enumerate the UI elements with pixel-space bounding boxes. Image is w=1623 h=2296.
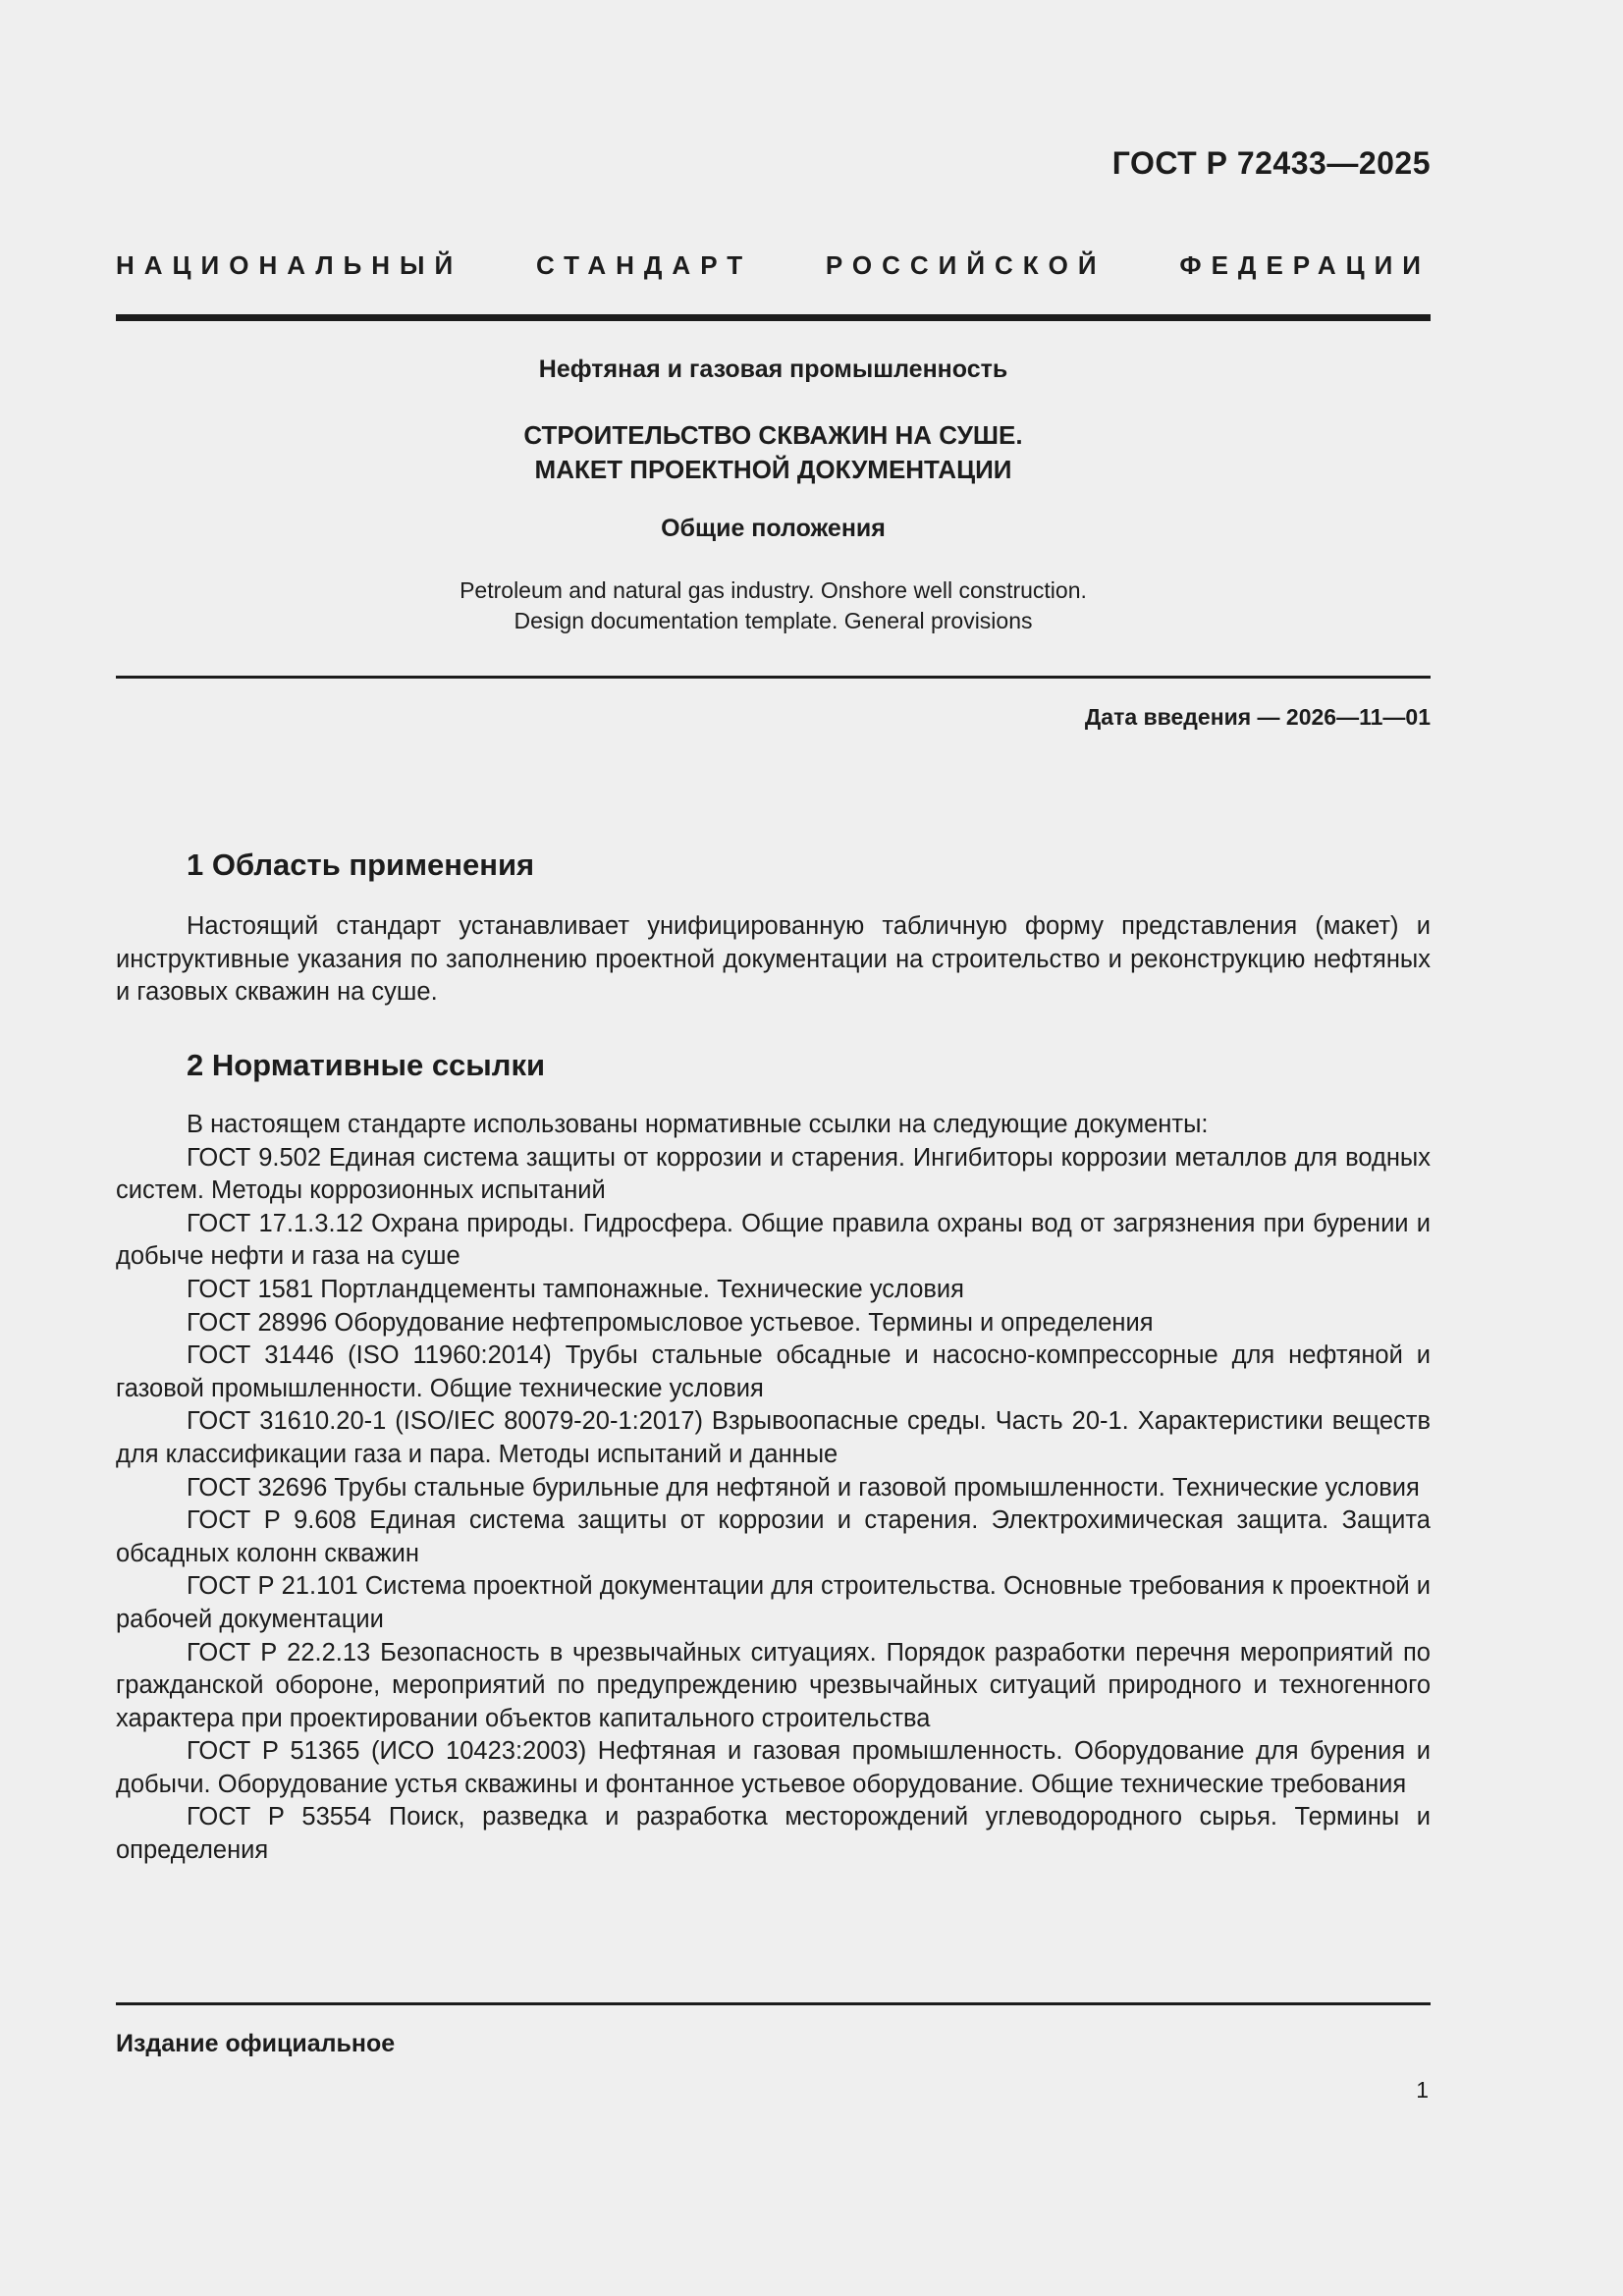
section-1-heading: 1 Область применения xyxy=(187,847,535,882)
document-title-line2: МАКЕТ ПРОЕКТНОЙ ДОКУМЕНТАЦИИ xyxy=(534,455,1012,484)
document-title-line1: СТРОИТЕЛЬСТВО СКВАЖИН НА СУШЕ. xyxy=(523,420,1023,450)
reference-item: ГОСТ Р 53554 Поиск, разведка и разработка месторождений углеводородного сырья. Термины и определения xyxy=(116,1803,1431,1865)
reference-item: ГОСТ Р 22.2.13 Безопасность в чрезвычайных ситуациях. Порядок разработки перечня мероприятий по гражданской обороне, мероприятий по предупреждению чрезвычайных ситуаций природного и техногенного характера при проектировании объектов капитального строительства xyxy=(116,1638,1431,1732)
official-edition-label: Издание официальное xyxy=(116,2030,396,2057)
reference-item: ГОСТ 31446 (ISO 11960:2014) Трубы стальные обсадные и насосно-компрессорные для нефтяной и газовой промышленности. Общие технические условия xyxy=(116,1341,1431,1402)
document-subtitle: Общие положения xyxy=(661,515,886,542)
reference-item: ГОСТ Р 51365 (ИСО 10423:2003) Нефтяная и газовая промышленность. Оборудование для бурения и добычи. Оборудование устья скважины и фонтанное устьевое оборудование. Общие технические требования xyxy=(116,1737,1431,1798)
reference-item: ГОСТ Р 21.101 Система проектной документации для строительства. Основные требования к проектной и рабочей документации xyxy=(116,1572,1431,1633)
standard-number: ГОСТ Р 72433—2025 xyxy=(1111,145,1431,181)
reference-item: ГОСТ 31610.20-1 (ISO/IEC 80079-20-1:2017) Взрывоопасные среды. Часть 20-1. Характеристики веществ для классификации газа и пара. Методы испытаний и данные xyxy=(116,1407,1431,1468)
reference-item: ГОСТ 9.502 Единая система защиты от коррозии и старения. Ингибиторы коррозии металлов для водных систем. Методы коррозионных испытаний xyxy=(116,1143,1431,1205)
section-1-paragraph: Настоящий стандарт устанавливает унифицированную табличную форму представления (макет) и инструктивные указания по заполнению проектной документации на строительство и реконструкцию нефтяных и газовых скважин на суше. xyxy=(116,912,1431,1007)
reference-item: ГОСТ Р 9.608 Единая система защиты от коррозии и старения. Электрохимическая защита. Защита обсадных колонн скважин xyxy=(116,1506,1431,1567)
introduction-date: Дата введения — 2026—11—01 xyxy=(1084,704,1431,730)
reference-item: ГОСТ 1581 Портландцементы тампонажные. Технические условия xyxy=(187,1275,964,1303)
footer-divider xyxy=(116,2002,1431,2005)
top-divider xyxy=(116,314,1431,321)
industry-title: Нефтяная и газовая промышленность xyxy=(538,355,1008,383)
title-divider xyxy=(116,676,1431,679)
page-number: 1 xyxy=(1416,2077,1429,2103)
english-title-line1: Petroleum and natural gas industry. Onshore well construction. xyxy=(460,577,1087,603)
reference-item: ГОСТ 17.1.3.12 Охрана природы. Гидросфера. Общие правила охраны вод от загрязнения при бурении и добыче нефти и газа на суше xyxy=(116,1209,1431,1271)
section-1-body xyxy=(116,910,1431,1010)
document-title xyxy=(116,418,1431,487)
section-2-body xyxy=(116,1109,1431,1868)
english-title-line2: Design documentation template. General provisions xyxy=(514,608,1033,633)
english-title xyxy=(116,575,1431,636)
section-2-heading: 2 Нормативные ссылки xyxy=(187,1048,546,1082)
national-standard-heading: НАЦИОНАЛЬНЫЙ СТАНДАРТ РОССИЙСКОЙ ФЕДЕРАЦИИ xyxy=(116,250,1431,280)
references-intro: В настоящем стандарте использованы нормативные ссылки на следующие документы: xyxy=(187,1111,1209,1138)
reference-item: ГОСТ 32696 Трубы стальные бурильные для нефтяной и газовой промышленности. Технические условия xyxy=(187,1473,1420,1502)
reference-item: ГОСТ 28996 Оборудование нефтепромысловое устьевое. Термины и определения xyxy=(187,1308,1154,1337)
